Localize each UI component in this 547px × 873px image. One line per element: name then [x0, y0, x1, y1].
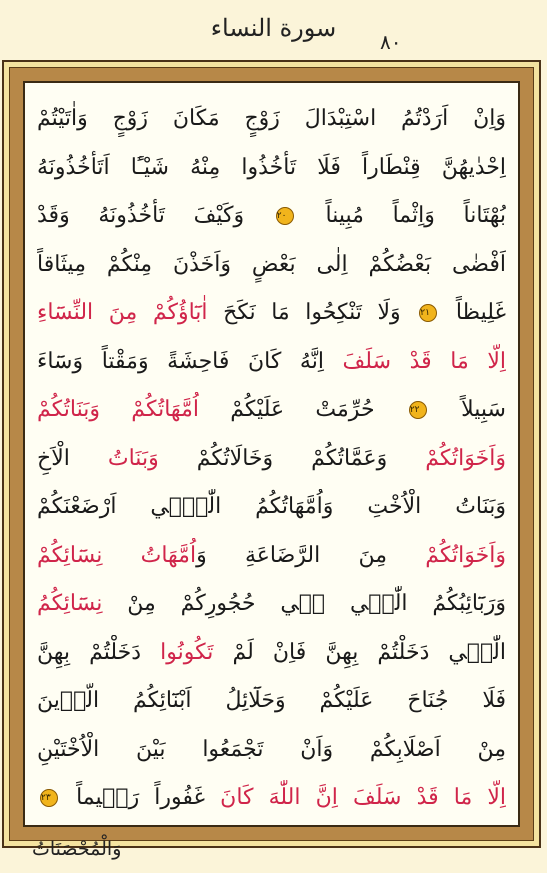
- verse-text: وَعَمَّاتُكُمْ وَخَالَاتُكُمْ: [158, 445, 426, 471]
- text-panel: [23, 81, 520, 827]
- verse-text: غَفُوراً رَح۪يماً: [61, 785, 221, 810]
- tajweed-highlight: اٰبَٓاؤُكُمْ: [152, 300, 208, 325]
- verse-line: [37, 101, 506, 137]
- ayah-number-marker: ٢٢: [409, 401, 427, 419]
- verse-text: وَلَا تَنْكِحُوا مَا نَكَحَ: [207, 300, 417, 325]
- verse-line: [37, 780, 506, 816]
- decorative-border: [9, 67, 534, 841]
- verse-line: [37, 538, 506, 574]
- verse-text-block: [37, 101, 506, 815]
- verse-text: مِنَ الرَّضَاعَةِ وَ: [196, 542, 426, 568]
- tajweed-highlight: اُمَّهَاتُكُمْ وَبَنَاتُكُمْ: [37, 397, 199, 422]
- verse-line: [37, 586, 506, 622]
- verse-line: [37, 247, 506, 283]
- verse-line: [37, 683, 506, 719]
- verse-text: الّٰت۪ي دَخَلْتُمْ بِهِنَّ فَاِنْ لَمْ: [213, 639, 506, 665]
- tajweed-highlight: وَاَخَوَاتُكُمْ: [425, 542, 506, 568]
- verse-text: غَلِيظاً: [440, 300, 506, 325]
- catchword: وَالْمُحْصَنَاتُ: [32, 838, 122, 860]
- verse-text: الْاَخِ: [37, 445, 108, 471]
- page-header: [0, 0, 547, 60]
- ayah-number-marker: ٢٠: [276, 207, 294, 225]
- verse-line: [37, 198, 506, 234]
- verse-text: وَبَنَاتُ الْاُخْتِ وَاُمَّهَاتُكُمُ الّٰت۪ٓي اَرْضَعْنَكُمْ: [37, 494, 506, 519]
- verse-text: [137, 300, 153, 325]
- tajweed-highlight: وَبَنَاتُ: [107, 445, 159, 471]
- verse-line: [37, 489, 506, 525]
- tajweed-highlight: اِلَّا مَا قَدْ سَلَفَ: [342, 348, 506, 374]
- verse-line: [37, 635, 506, 671]
- ayah-number-marker: ٢١: [419, 304, 437, 322]
- verse-text: اِنَّهُ كَانَ فَاحِشَةً وَمَقْتاً وَسَٓاءَ: [37, 348, 343, 374]
- verse-text: اِحْدٰيهُنَّ قِنْطَاراً فَلَا تَأْخُذُوا مِنْهُ شَيْـًٔا اَتَأْخُذُونَهُ: [37, 154, 506, 180]
- verse-text: [338, 785, 353, 810]
- verse-text: دَخَلْتُمْ بِهِنَّ: [37, 639, 161, 665]
- tajweed-highlight: مِنَ النِّسَٓاءِ: [37, 300, 138, 325]
- tajweed-highlight: اِنَّ اللّٰهَ كَانَ: [220, 785, 338, 810]
- verse-text: حُرِّمَتْ عَلَيْكُمْ: [198, 397, 406, 422]
- verse-text: فَلَا جُنَاحَ عَلَيْكُمْ وَحَلَٓائِلُ اَبْنَٓائِكُمُ الَّذ۪ينَ: [37, 688, 506, 713]
- page-number: ٨٠: [380, 30, 402, 54]
- tajweed-highlight: تَكُونُوا: [160, 639, 214, 665]
- tajweed-highlight: اُمَّهَاتُ نِسَٓائِكُمْ: [37, 542, 197, 568]
- verse-line: [37, 392, 506, 428]
- verse-text: اَفْضٰى بَعْضُكُمْ اِلٰى بَعْضٍ وَاَخَذْنَ مِنْكُمْ مِيثَاقاً: [37, 251, 506, 277]
- verse-line: [37, 150, 506, 186]
- verse-text: وَرَبَٓائِبُكُمُ الّٰت۪ي ف۪ي حُجُورِكُمْ مِنْ: [102, 591, 506, 616]
- tajweed-highlight: نِسَٓائِكُمُ: [37, 591, 103, 616]
- verse-line: [37, 441, 506, 477]
- tajweed-highlight: اِلَّا مَا قَدْ سَلَفَ: [352, 785, 506, 810]
- ayah-number-marker: ٢٣: [40, 789, 58, 807]
- verse-text: وَكَيْفَ تَأْخُذُونَهُ وَقَدْ: [37, 203, 273, 228]
- verse-text: وَاِنْ اَرَدْتُمُ اسْتِبْدَالَ زَوْجٍ مَكَانَ زَوْجٍ وَاٰتَيْتُمْ: [37, 106, 506, 131]
- verse-text: سَبِيلاً: [429, 397, 506, 422]
- surah-title: سورة النساء: [210, 14, 337, 42]
- tajweed-highlight: وَاَخَوَاتُكُمْ: [425, 445, 506, 471]
- verse-text: مِنْ اَصْلَابِكُمْ وَاَنْ تَجْمَعُوا بَيْنَ الْاُخْتَيْنِ: [37, 736, 506, 762]
- verse-text: بُهْتَاناً وَاِثْماً مُبِيناً: [296, 203, 506, 228]
- verse-line: [37, 732, 506, 768]
- page-frame: [2, 60, 541, 848]
- verse-line: [37, 344, 506, 380]
- verse-line: [37, 295, 506, 331]
